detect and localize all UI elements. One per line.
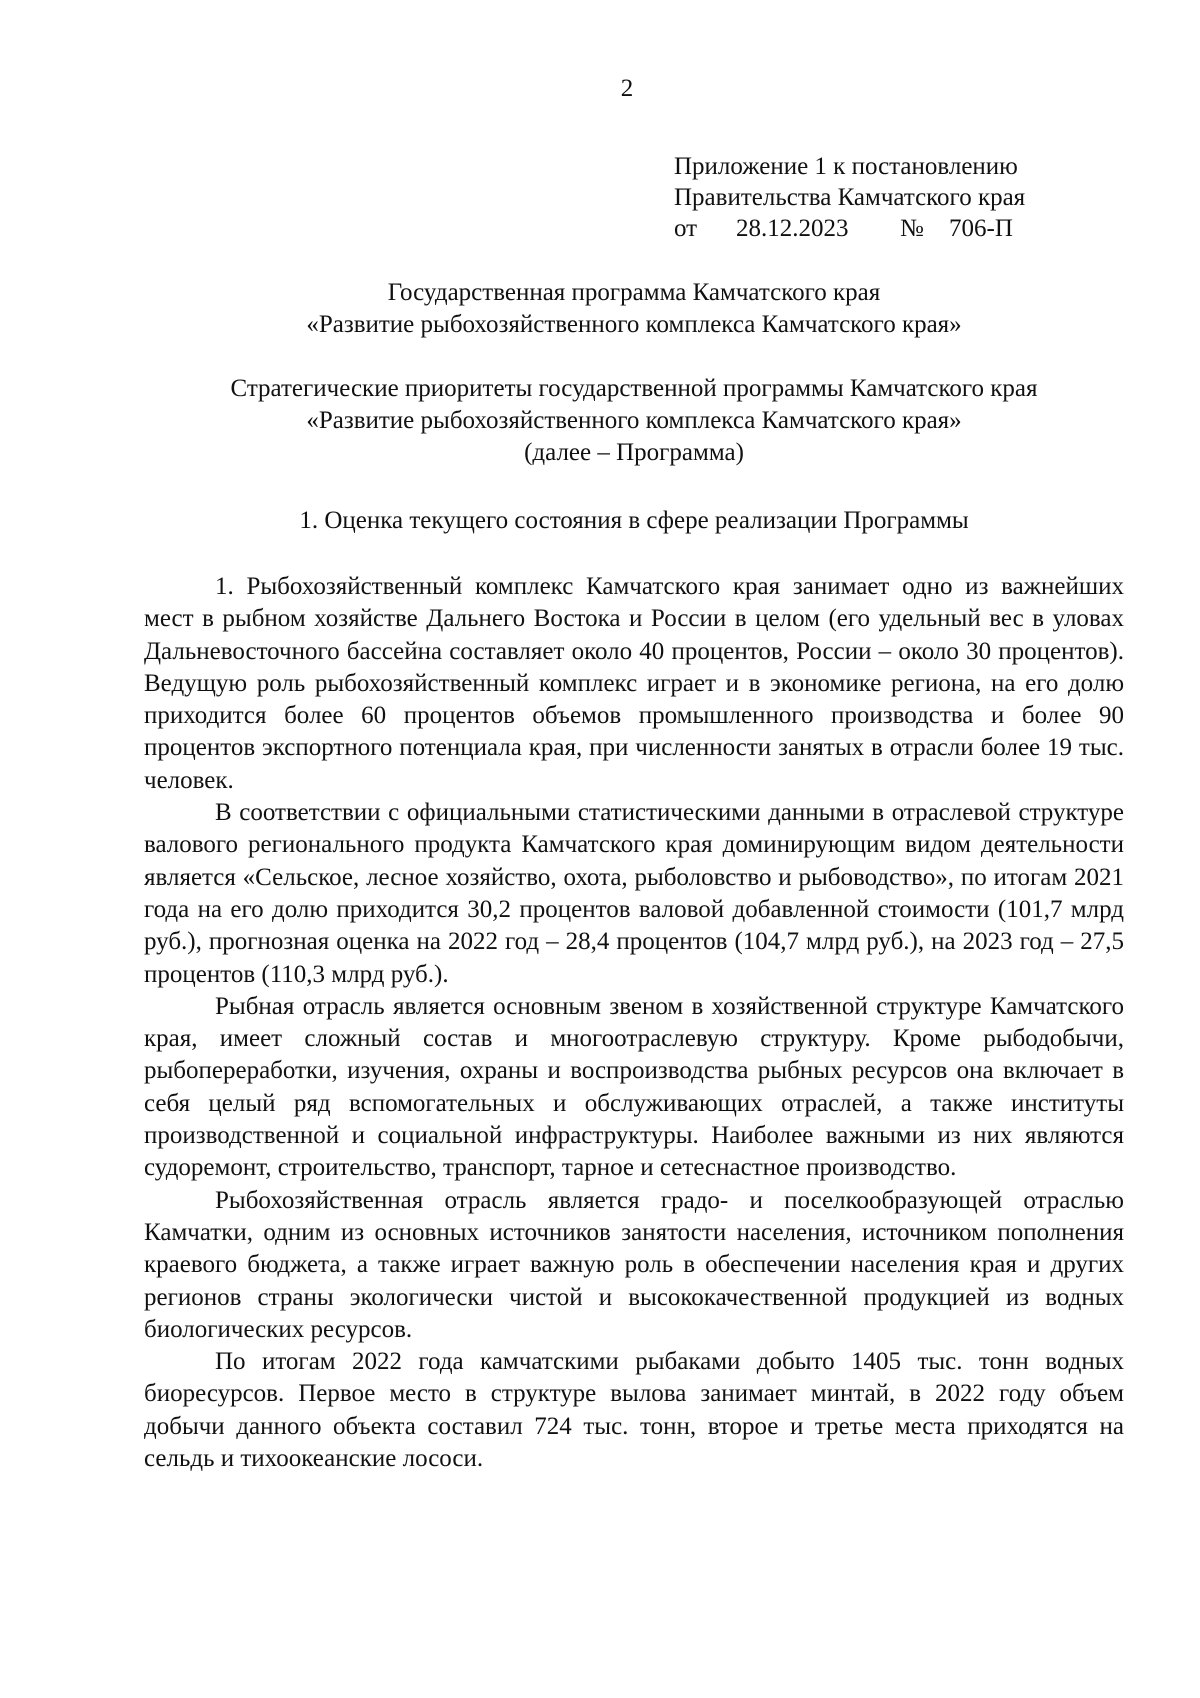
appendix-ot-label: от (674, 215, 698, 242)
appendix-number: 706-П (949, 215, 1013, 242)
appendix-date: 28.12.2023 (736, 215, 849, 242)
program-title-line-1: Государственная программа Камчатского края (387, 279, 881, 306)
paragraph: По итогам 2022 года камчатскими рыбаками добыто 1405 тыс. тонн водных биоресурсов. Первое место в структуре вылова занимает минтай, в 2022 году объем добычи данного объекта составил 724 тыс. тонн, второе и третье места приходятся на сельдь и тихоокеанские лососи. (144, 1348, 1124, 1473)
section-heading-text: 1. Оценка текущего состояния в сфере реализации Программы (299, 507, 969, 534)
appendix-number-sign: № (900, 215, 924, 242)
appendix-date-line (674, 213, 1025, 244)
priorities-title-line-3: (далее – Программа) (524, 439, 744, 466)
paragraph: 1. Рыбохозяйственный комплекс Камчатского края занимает одно из важнейших мест в рыбном хозяйстве Дальнего Востока и России в целом (его удельный вес в уловах Дальневосточного бассейна составляет около 40 процентов, России – около 30 процентов). Ведущую роль рыбохозяйственный комплекс играет и в экономике региона, на его долю приходится более 60 процентов объемов промышленного производства и более 90 процентов экспортного потенциала края, при численности занятых в отрасли более 19 тыс. человек. (144, 573, 1124, 794)
priorities-title-line-1: Стратегические приоритеты государственной программы Камчатского края (230, 375, 1038, 402)
paragraph: Рыбная отрасль является основным звеном в хозяйственной структуре Камчатского края, имеет сложный состав и многоотраслевую структуру. Кроме рыбодобычи, рыбопереработки, изучения, охраны и воспроизводства рыбных ресурсов она включает в себя целый ряд вспомогательных и обслуживающих отраслей, а также институты производственной и социальной инфраструктуры. Наиболее важными из них являются судоремонт, строительство, транспорт, тарное и сетеснастное производство. (144, 992, 1124, 1182)
section-heading (144, 505, 1124, 537)
paragraph: Рыбохозяйственная отрасль является градо- и поселкообразующей отраслью Камчатки, одним из основных источников занятости населения, источником пополнения краевого бюджета, а также играет важную роль в обеспечении населения края и других регионов страны экологически чистой и высококачественной продукцией из водных биологических ресурсов. (144, 1186, 1124, 1343)
appendix-line-2: Правительства Камчатского края (674, 184, 1026, 211)
priorities-title (144, 373, 1124, 469)
page-number: 2 (620, 75, 634, 102)
program-title-line-2: «Развитие рыбохозяйственного комплекса Камчатского края» (306, 311, 962, 338)
body-text (144, 571, 1124, 1475)
program-title (144, 277, 1124, 341)
paragraph: В соответствии с официальными статистическими данными в отраслевой структуре валового регионального продукта Камчатского края доминирующим видом деятельности является «Сельское, лесное хозяйство, охота, рыболовство и рыбоводство», по итогам 2021 года на его долю приходится 30,2 процентов валовой добавленной стоимости (101,7 млрд руб.), прогнозная оценка на 2022 год – 28,4 процентов (104,7 млрд руб.), на 2023 год – 27,5 процентов (110,3 млрд руб.). (144, 799, 1124, 988)
appendix-reference (674, 151, 1025, 244)
priorities-title-line-2: «Развитие рыбохозяйственного комплекса Камчатского края» (306, 407, 962, 434)
appendix-line-1: Приложение 1 к постановлению (674, 153, 1018, 180)
